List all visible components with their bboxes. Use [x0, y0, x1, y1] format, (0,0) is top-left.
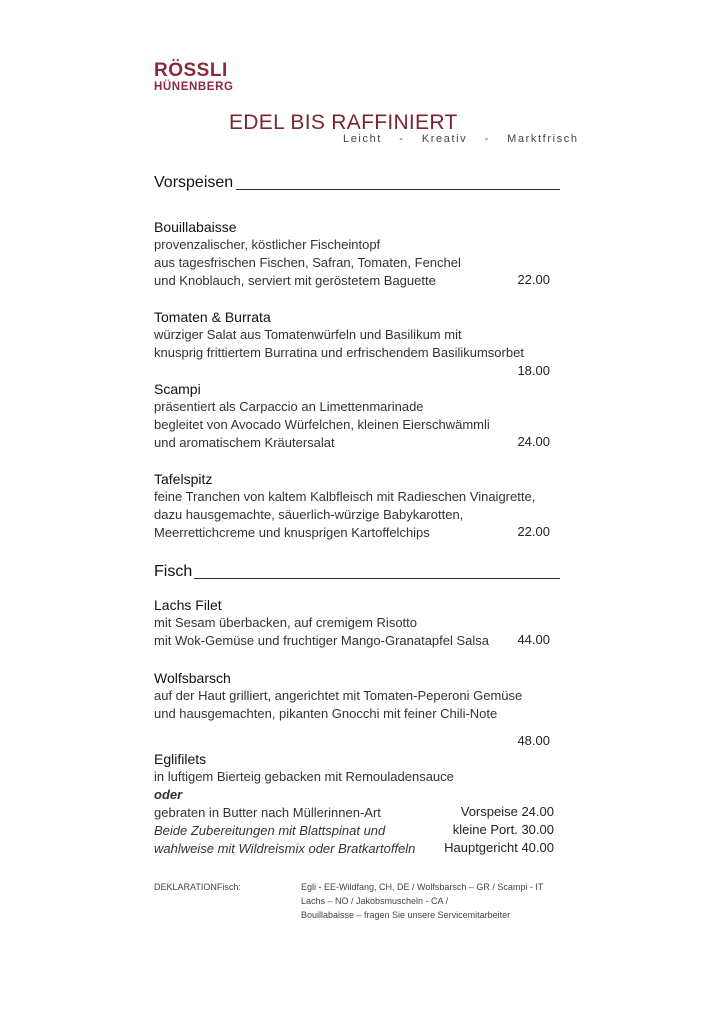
menu-title: EDEL BIS RAFFINIERT	[229, 111, 458, 134]
dish-description: auf der Haut grilliert, angerichtet mit Tomaten-Peperoni Gemüse und hausgemachten, pikanten Gnocchi mit feiner Chili-Note	[154, 688, 523, 721]
logo-location: HÜNENBERG	[154, 81, 234, 93]
dish-price: 22.00	[517, 524, 550, 539]
section-title-fisch: Fisch	[154, 563, 193, 580]
dish-description: würziger Salat aus Tomatenwürfeln und Basilikum mit knusprig frittiertem Burratina und erfrischendem Basilikumsorbet	[154, 327, 524, 360]
menu-subtitle: Leicht - Kreativ - Marktfrisch	[343, 133, 579, 145]
dish-name: Tomaten & Burrata	[154, 309, 271, 325]
declaration-label: DEKLARATIONFisch:	[154, 882, 241, 892]
dish-name: Wolfsbarsch	[154, 670, 231, 686]
dish-price: 22.00	[517, 272, 550, 287]
price-option: Vorspeise 24.00	[460, 804, 554, 819]
dish-name: Scampi	[154, 381, 201, 397]
dish-name: Bouillabaisse	[154, 219, 237, 235]
dish-description: in luftigem Bierteig gebacken mit Remouladensauce oder gebraten in Butter nach Müllerinnen-Art Beide Zubereitungen mit Blattspinat und wahlweise mit Wildreismix oder Bratkartoffeln	[154, 769, 454, 856]
declaration-text: Egli - EE-Wildfang, CH, DE / Wolfsbarsch – GR / Scampi - IT Lachs – NO / Jakobsmuscheln - CA / Bouillabaisse – fragen Sie unsere Servicemitarbeiter	[301, 882, 544, 920]
dish-price: 44.00	[517, 632, 550, 647]
section-title-vorspeisen: Vorspeisen	[154, 174, 234, 191]
dish-name: Tafelspitz	[154, 471, 213, 487]
dish-price: 24.00	[517, 434, 550, 449]
price-option: kleine Port. 30.00	[452, 822, 554, 837]
dish-description: mit Sesam überbacken, auf cremigem Risotto mit Wok-Gemüse und fruchtiger Mango-Granatapfel Salsa	[154, 615, 490, 648]
dish-price: 48.00	[517, 733, 550, 748]
dish-name: Lachs Filet	[154, 597, 222, 613]
dish-name: Eglifilets	[154, 751, 207, 767]
dish-description: provenzalischer, köstlicher Fischeintopf aus tagesfrischen Fischen, Safran, Tomaten, Fenchel und Knoblauch, serviert mit geröstetem Baguette	[154, 237, 461, 288]
section-divider	[236, 189, 560, 190]
dish-price: 18.00	[517, 363, 550, 378]
logo-name: RÖSSLI	[154, 60, 228, 81]
dish-description: feine Tranchen von kaltem Kalbfleisch mit Radieschen Vinaigrette, dazu hausgemachte, säuerlich-würzige Babykarotten, Meerrettichcreme und knusprigen Kartoffelchips	[154, 489, 536, 540]
dish-description: präsentiert als Carpaccio an Limettenmarinade begleitet von Avocado Würfelchen, kleinen Eierschwämmli und aromatischem Kräutersalat	[154, 399, 490, 450]
section-divider	[194, 578, 560, 579]
price-option: Hauptgericht 40.00	[444, 840, 554, 855]
